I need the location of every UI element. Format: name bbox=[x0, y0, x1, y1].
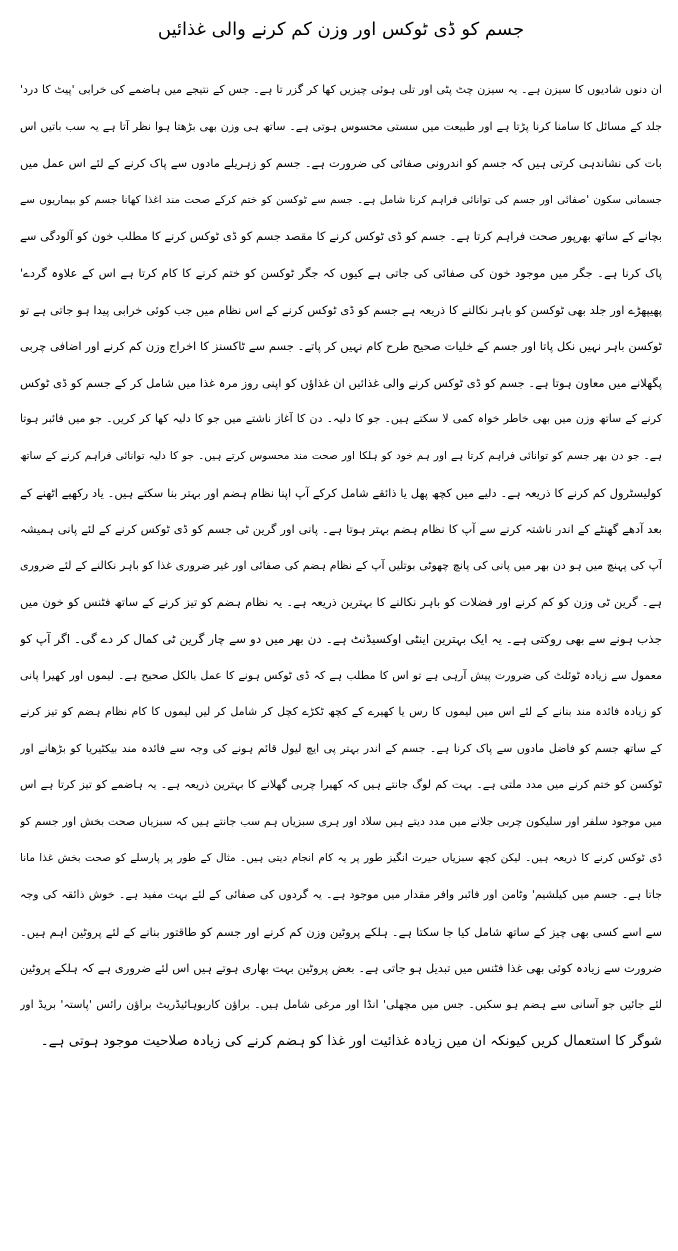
article-line: آپ کی پہنچ میں ہو دن بھر میں پانی کی پانچ چھوٹی بوتلیں آپ کے نظام ہضم کی صفائی اور غیر ضروری غذا کو باہر نکالنے کے لئے ضروری bbox=[20, 558, 662, 572]
article-line: کرنے کے ساتھ وزن میں بھی خاطر خواہ کمی لا سکتے ہیں۔ جو کا دلیہ۔ دن کا آغاز ناشتے میں جو کا دلیہ کھا کر کریں۔ جو میں فائبر ہوتا bbox=[20, 412, 662, 426]
article-line: جاتا ہے۔ جسم میں کیلشیم' وٹامن اور فائبر وافر مقدار میں موجود ہے۔ یہ گردوں کی صفائی کے لئے بہت مفید ہے۔ خوش ذائقہ کی وجہ bbox=[20, 888, 662, 902]
article-line: جسمانی سکون 'صفائی اور جسم کی توانائی فراہم کرنا شامل ہے۔ جسم سے ٹوکسن کو ختم کرکے صحت مند اغذا کھانا جسم کو بیماریوں سے bbox=[20, 193, 662, 206]
article-line: ضرورت سے زیادہ کوئی بھی غذا فٹنس میں تبدیل ہو جاتی ہے۔ بعض پروٹین بہت بھاری ہوتے ہیں اس لئے ضروری ہے کہ ہلکے پروٹین bbox=[20, 961, 662, 976]
article-line: بچانے کے ساتھ بھرپور صحت فراہم کرتا ہے۔ جسم کو ڈی ٹوکس کرنے کا مقصد جسم کو ڈی ٹوکس کرنے کا مطلب خون کو آلودگی سے bbox=[20, 229, 662, 244]
article-line: بات کی نشاندہی کرتی ہیں کہ جسم کو اندرونی صفائی کی ضرورت ہے۔ جسم کو زہریلے مادوں سے پاک کرنے کے لئے اس عمل میں bbox=[20, 156, 662, 171]
article-line: ہے۔ جو دن بھر جسم کو توانائی فراہم کرتا ہے اور ہم خود کو ہلکا اور صحت مند محسوس کرتے ہیں۔ جو کا دلیہ توانائی فراہم کرنے کے ساتھ bbox=[20, 449, 662, 462]
article-line: کولیسٹرول کم کرنے کا ذریعہ ہے۔ دلیے میں کچھ پھل یا ذائقے شامل کرکے آپ اپنا نظام ہضم اور بہتر بنا سکتے ہیں۔ یاد رکھیے اٹھنے کے bbox=[20, 485, 662, 500]
article-title: جسم کو ڈی ٹوکس اور وزن کم کرنے والی غذائیں bbox=[157, 19, 525, 40]
article-line: ہے۔ گرین ٹی وزن کو کم کرنے اور فضلات کو باہر نکالنے کا بہترین ذریعہ ہے۔ یہ نظام ہضم کو تیز کرنے کے ساتھ فٹنس کو خون میں bbox=[20, 595, 662, 610]
article-line: جلد کے مسائل کا سامنا کرنا پڑتا ہے اور طبیعت میں سستی محسوس ہوتی ہے۔ ساتھ ہی وزن بھی بڑھتا ہوا نظر آتا ہے یہ سب باتیں اس bbox=[20, 119, 662, 133]
article-line: پھیپھڑے اور جلد بھی ٹوکسن کو باہر نکالنے کا ذریعہ ہے جسم کو ڈی ٹوکس کرنے کے اس نظام میں جب کوئی خرابی پیدا ہو جاتی ہے تو bbox=[20, 302, 662, 317]
article-line: پگھلانے میں معاون ہوتا ہے۔ جسم کو ڈی ٹوکس کرنے والی غذائیں ان غذاؤں کو اپنی روز مرہ غذا میں شامل کر کے جسم کو ڈی ٹوکس bbox=[20, 375, 662, 390]
article-line: میں موجود سلفر اور سلیکون چربی جلانے میں مدد دیتے ہیں سلاد اور ہری سبزیاں ہم سب جانتے ہیں کہ سبزیاں صحت بخش اور جسم کو bbox=[20, 814, 662, 828]
article-line: ٹوکسن باہر نہیں نکل پاتا اور جسم کے خلیات صحیح طرح کام نہیں کر پاتے۔ جسم سے ٹاکسنز کا اخراج وزن کم کرنے اور اضافی چربی bbox=[20, 339, 662, 354]
article-body bbox=[20, 72, 662, 1060]
article-line: لئے جائیں جو آسانی سے ہضم ہو سکیں۔ جس میں مچھلی' انڈا اور مرغی شامل ہیں۔ براؤن کاربوہائیڈریٹ براؤن رائس 'پاستہ' بریڈ اور bbox=[20, 997, 662, 1011]
article-line: پاک کرنا ہے۔ جگر میں موجود خون کی صفائی کی جاتی ہے کیوں کہ جگر ٹوکسن کو ختم کرنے کا کام کرتا ہے اس کے علاوہ گردے' bbox=[20, 265, 662, 280]
article-line: ڈی ٹوکس کرنے کا ذریعہ ہیں۔ لیکن کچھ سبزیاں حیرت انگیز طور پر یہ کام انجام دیتی ہیں۔ مثال کے طور پر پارسلے کو صحت بخش غذا مانا bbox=[20, 852, 662, 865]
article-line: سے اسے کسی بھی چیز کے ساتھ شامل کیا جا سکتا ہے۔ ہلکے پروٹین وزن کم کرنے اور جسم کو طاقتور بنانے کے لئے پروٹین اہم ہیں۔ bbox=[20, 924, 662, 939]
article-line: معمول سے زیادہ ٹوئلٹ کی ضرورت پیش آرہی ہے تو اس کا مطلب ہے کہ ڈی ٹوکس ہونے کا عمل بالکل صحیح ہے۔ لیموں اور کھیرا پانی bbox=[20, 668, 662, 682]
article-line: ان دنوں شادیوں کا سیزن ہے۔ یہ سیزن چٹ پٹی اور تلی ہوئی چیزیں کھا کر گزر تا ہے۔ جس کے نتیجے میں ہاضمے کی خرابی 'پیٹ کا درد' bbox=[20, 83, 662, 96]
article-line: بعد آدھے گھنٹے کے اندر ناشتہ کرنے سے آپ کا نظام ہضم بہتر ہوتا ہے۔ پانی اور گرین ٹی جسم کو ڈی ٹوکس کرنے کے لئے پانی ہمیشہ bbox=[20, 522, 662, 537]
article-line: شوگر کا استعمال کریں کیونکہ ان میں زیادہ غذائیت اور غذا کو ہضم کرنے کی زیادہ صلاحیت موجود ہوتی ہے۔ bbox=[40, 1033, 662, 1050]
article-line: ٹوکسن کو ختم کرنے میں مدد ملتی ہے۔ بہت کم لوگ جانتے ہیں کہ کھیرا چربی گھلانے کا بہترین ذریعہ ہے۔ یہ ہاضمے کو تیز کرتا ہے اس bbox=[20, 778, 662, 792]
article-line: جذب ہونے سے بھی روکتی ہے۔ یہ ایک بہترین اینٹی اوکسیڈنٹ ہے۔ دن بھر میں دو سے چار گرین ٹی کمال کر دے گی۔ اگر آپ کو bbox=[20, 631, 662, 646]
article-line: کے ساتھ جسم کو فاضل مادوں سے پاک کرنا ہے۔ جسم کے اندر بہتر پی ایچ لیول قائم ہونے کی وجہ سے فائدہ مند بیکٹیریا کو بڑھانے اور bbox=[20, 741, 662, 755]
article-line: کو زیادہ فائدہ مند بنانے کے لئے اس میں لیموں کا رس یا کھیرے کے کچھ ٹکڑے کچل کر شامل کر لیں لیموں کا کام نظام ہضم کو تیز کرنے bbox=[20, 705, 662, 719]
